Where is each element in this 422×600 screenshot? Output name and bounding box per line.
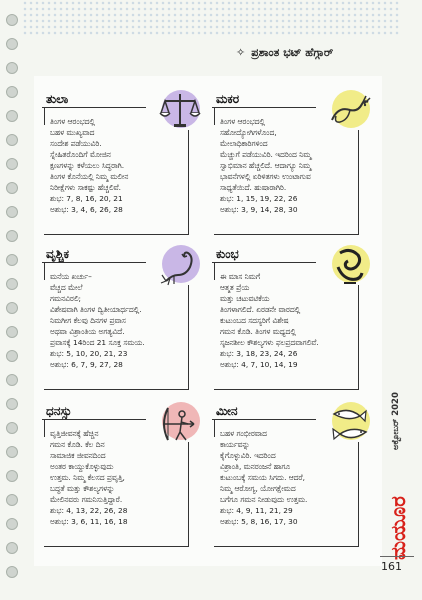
binding-hole — [6, 158, 18, 170]
text-line: ವೃತ್ತಿಜೀವನಕ್ಕೆ ಹೆಚ್ಚಿನ — [50, 429, 99, 438]
card-rule — [42, 107, 146, 108]
sign-card-capricorn — [212, 86, 372, 236]
text-line: ಬಗೆಗೂ ಗಮನ ನೀಡುವುದು ಉತ್ತಮ. — [220, 495, 308, 504]
sign-card-pisces — [212, 398, 372, 548]
binding-hole — [6, 206, 18, 218]
sign-title: ಮಕರ — [216, 92, 240, 106]
sign-title: ವೃಶ್ಚಿಕ — [46, 247, 70, 261]
text-line: ನಿರೀಕ್ಷೆಗಳು ಸಾಕಷ್ಟು ಹೆಚ್ಚಲಿವೆ. — [50, 183, 122, 192]
text-line: ನಿಮ್ಮ ಆರೋಗ್ಯ, ಯೋಗಕ್ಷೇಮದ — [220, 484, 296, 493]
text-line: ತಿಂಗಳ ಕೊನೆಯಲ್ಲಿ ನಿಮ್ಮ ಮಲೀನ — [50, 172, 129, 181]
unlucky-days: ಅಶುಭ: 3, 4, 6, 26, 28 — [50, 205, 123, 214]
card-rule — [42, 419, 146, 420]
text-line: ವಿಶ್ರಾಂತಿ, ಮನರಂಜನೆ ಹಾಗೂ — [220, 462, 291, 471]
text-line: ಅಥವಾ ವಿಶ್ರಾಂತಿಯ ಅಗತ್ಯವಿದೆ. — [50, 327, 125, 336]
card-rule — [212, 262, 316, 263]
text-line: ಕೈಗೊಳ್ಳುವಿರಿ. ಇದರಿಂದ — [220, 451, 276, 460]
binding-hole — [6, 62, 18, 74]
unlucky-days: ಅಶುಭ: 5, 8, 16, 17, 30 — [220, 517, 298, 526]
text-line: ಉತ್ತಮ. ನಿಮ್ಮ ಕೆಲಸದ ಪ್ರವೃತ್ತಿ, — [50, 473, 125, 482]
card-frame — [214, 285, 359, 390]
horoscope-page — [34, 76, 382, 566]
magazine-title: ಮಯೂರ — [386, 496, 410, 560]
issue-date: ಅಕ್ಟೋಬರ್ 2020 — [391, 392, 401, 450]
text-line: ಪ್ರವಾಸಕ್ಕೆ 14ರಿಂದ 21 ಸೂಕ್ತ ಸಮಯ. — [50, 338, 145, 347]
diamond-icon: ✧ — [236, 46, 246, 59]
text-line: ಮೆಚ್ಚುಗೆ ಪಡೆಯುವಿರಿ. ಇದರಿಂದ ನಿಮ್ಮ — [220, 150, 312, 159]
text-line: ಗಮನವಿರಲಿ; — [50, 294, 82, 303]
text-line: ಸಂದೇಶ ಪಡೆಯುವಿರಿ. — [50, 139, 102, 148]
card-rule — [212, 107, 316, 108]
sign-card-aquarius — [212, 241, 372, 391]
binding-hole — [6, 38, 18, 50]
text-line: ಸಹೋದ್ಯೋಗಿಗಳೊಂದ, — [220, 128, 277, 137]
binding-hole — [6, 350, 18, 362]
text-line: ಬದ್ಧತೆ ಮತ್ತು ಕೌಶಲ್ಯಗಳನ್ನು — [50, 484, 115, 493]
card-rule — [42, 262, 146, 263]
binding-hole — [6, 110, 18, 122]
text-line: ಕುಟುಂಬದ ಸದಸ್ಯರಿಗೆ ವಿಶೇಷ — [220, 316, 289, 325]
author-name: ಪ್ರಶಾಂತ ಭಟ್ ಹೆಗ್ಗಾರ್ — [251, 46, 334, 59]
card-rule — [212, 419, 316, 420]
text-line: ಸಾಧ್ಯತೆಯಿದೆ. ಹುಷಾರಾಗಿರಿ. — [220, 183, 287, 192]
binding-hole — [6, 86, 18, 98]
binding-hole — [6, 566, 18, 578]
sign-title: ಕುಂಭ — [216, 247, 239, 261]
text-line: ಆತ್ಮತ ಪ್ರೆಯ — [220, 283, 250, 292]
lucky-days: ಶುಭ: 5, 10, 20, 21, 23 — [50, 349, 128, 358]
spiral-binding — [0, 0, 22, 600]
binding-hole — [6, 302, 18, 314]
card-frame — [214, 442, 359, 547]
binding-hole — [6, 398, 18, 410]
page-number-rule — [380, 556, 414, 557]
text-line: ವೆಚ್ಚದ ಮೇಲೆ — [50, 283, 83, 292]
text-line: ವಿಶೇಷವಾಗಿ ತಿಂಗಳ ದ್ವಿತೀಯಾರ್ಧದಲ್ಲಿ. — [50, 305, 142, 314]
text-line: ಮತ್ತು ಚಟುವಟಿಕೆಯ — [220, 294, 270, 303]
lucky-days: ಶುಭ: 7, 8, 16, 20, 21 — [50, 194, 123, 203]
binding-hole — [6, 374, 18, 386]
text-line: ನಿಮಗೀಗ ಕೆಲವು ದಿನಗಳ ಪ್ರವಾಸ — [50, 316, 126, 325]
binding-hole — [6, 254, 18, 266]
author-byline — [236, 46, 333, 60]
binding-hole — [6, 470, 18, 482]
binding-hole — [6, 134, 18, 146]
binding-hole — [6, 542, 18, 554]
lucky-days: ಶುಭ: 1, 15, 19, 22, 26 — [220, 194, 298, 203]
text-line: ತಿಂಗಳ ಆರಂಭದಲ್ಲಿ — [50, 117, 96, 126]
text-line: ಬಹಳ ಮುಖ್ಯವಾದ — [50, 128, 95, 137]
text-line: ಗಮನ ಕೊಡಿ. ಕೆಲ ದಿನ — [50, 440, 105, 449]
text-line: ಕಾರ್ಯವನ್ನು — [220, 440, 250, 449]
card-frame — [44, 442, 189, 547]
decorative-dot-band — [22, 0, 400, 36]
lucky-days: ಶುಭ: 4, 13, 22, 26, 28 — [50, 506, 128, 515]
text-line: ಸಾಮಾಜಿಕ ಜೀವನದಿಂದ — [50, 451, 106, 460]
binding-hole — [6, 518, 18, 530]
text-line: ಸ್ನೇಹಿತರೊಂದಿಗೆ ಮೋಜಿನ — [50, 150, 111, 159]
binding-hole — [6, 278, 18, 290]
sign-card-sagittarius — [42, 398, 202, 548]
binding-hole — [6, 422, 18, 434]
sign-card-libra — [42, 86, 202, 236]
card-frame — [214, 130, 359, 235]
sign-title: ಮೀನ — [216, 404, 238, 418]
sign-card-scorpio — [42, 241, 202, 391]
text-line: ಕ್ಷಣಗಳನ್ನು ಕಳೆಯಲು ಸಿದ್ಧರಾಗಿ. — [50, 161, 125, 170]
unlucky-days: ಅಶುಭ: 6, 7, 9, 27, 28 — [50, 360, 123, 369]
binding-hole — [6, 446, 18, 458]
binding-hole — [6, 494, 18, 506]
binding-hole — [6, 182, 18, 194]
text-line: ಬಹಳ ಗಂಭೀರವಾದ — [220, 429, 267, 438]
text-line: ತಿಂಗಳಾಗಲಿದೆ. ಏರಡನೇ ವಾರದಲ್ಲಿ — [220, 305, 301, 314]
text-line: ಸೃಜನಶೀಲ ಕೌಶಲ್ಯಗಳು ಫಲಪ್ರದವಾಗಲಿವೆ. — [220, 338, 319, 347]
text-line: ಈ ಮಾಸ ನಿಮಗೆ — [220, 272, 261, 281]
card-frame — [44, 130, 189, 235]
lucky-days: ಶುಭ: 4, 9, 11, 21, 29 — [220, 506, 293, 515]
card-frame — [44, 285, 189, 390]
text-line: ಭಾವನೆಗಳಲ್ಲಿ ಏರಿಳಿತಗಳು ಉಂಟಾಗುವ — [220, 172, 311, 181]
text-line: ಸ್ವಾಭಿಮಾನ ಹೆಚ್ಚಲಿದೆ. ಆದಾಗ್ಯೂ ನಿಮ್ಮ — [220, 161, 312, 170]
binding-hole — [6, 14, 18, 26]
sign-title: ತುಲಾ — [46, 92, 69, 106]
unlucky-days: ಅಶುಭ: 3, 9, 14, 28, 30 — [220, 205, 298, 214]
unlucky-days: ಅಶುಭ: 4, 7, 10, 14, 19 — [220, 360, 298, 369]
page-number: 161 — [381, 560, 402, 573]
binding-hole — [6, 230, 18, 242]
text-line: ಮೇಲಿನವರು ಗಮನಿಸುತ್ತಿದ್ದಾರೆ. — [50, 495, 123, 504]
text-line: ಮನೆಯ ಖರ್ಚು– — [50, 272, 92, 281]
text-line: ಕುಟುಂಬಕ್ಕೆ ಸಮಯ ಸಿಗದು. ಆದರೆ, — [220, 473, 305, 482]
text-line: ತಿಂಗಳ ಆರಂಭದಲ್ಲಿ — [220, 117, 266, 126]
lucky-days: ಶುಭ: 3, 18, 23, 24, 26 — [220, 349, 298, 358]
text-line: ಮೇಲಾಧಿಕಾರಿಗಳಿಂದ — [220, 139, 268, 148]
sign-title: ಧನಸ್ಸು — [46, 404, 72, 418]
binding-hole — [6, 326, 18, 338]
unlucky-days: ಅಶುಭ: 3, 6, 11, 16, 18 — [50, 517, 128, 526]
text-line: ಅಂತರ ಕಾಯ್ದುಕೊಳ್ಳುವುದು — [50, 462, 114, 471]
text-line: ಗಮನ ಕೊಡಿ. ತಿಂಗಳ ಮಧ್ಯದಲ್ಲಿ — [220, 327, 296, 336]
